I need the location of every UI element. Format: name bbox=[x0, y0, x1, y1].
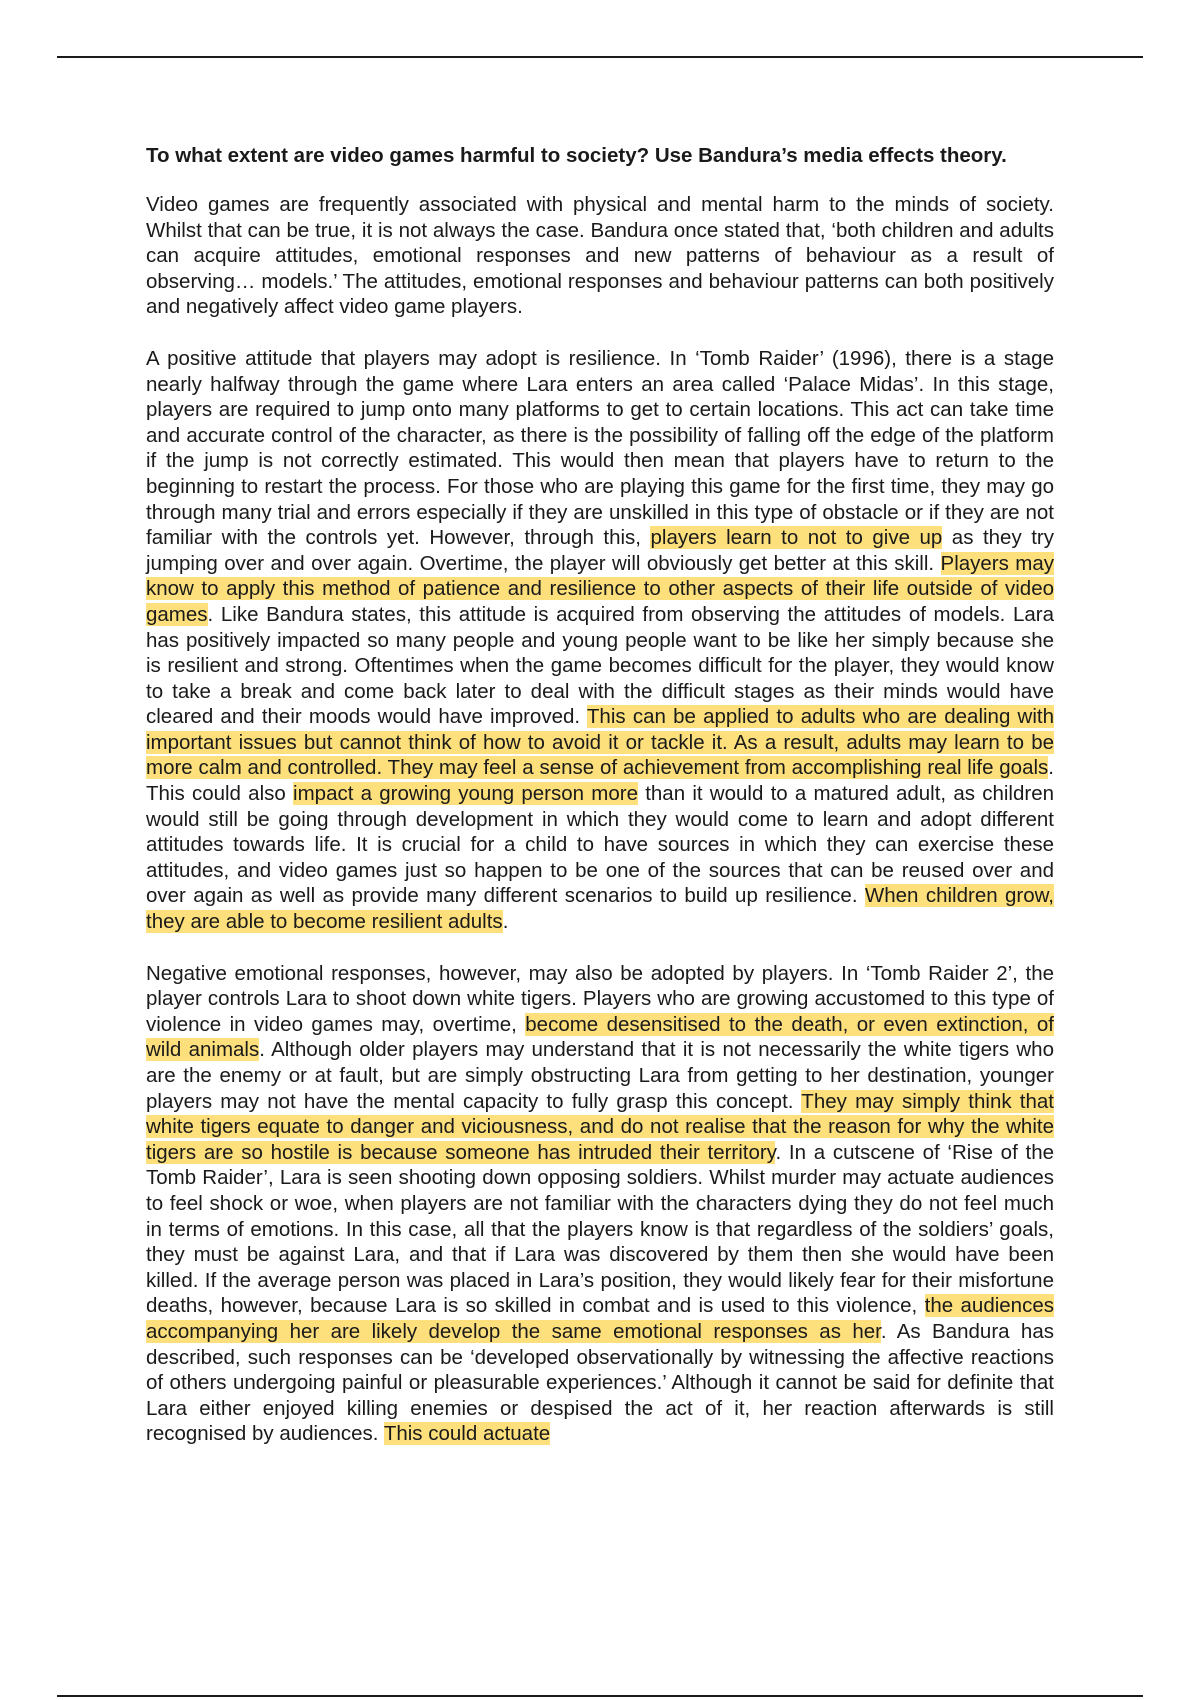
document-body bbox=[146, 143, 1054, 1473]
highlighted-text: impact a growing young person more bbox=[293, 782, 638, 806]
paragraph-text: A positive attitude that players may adopt is resilience. In ‘Tomb Raider’ (1996), there is a stage nearly halfway through the game where Lara enters an area called ‘Palace Midas’. In this stage, players are required to jump onto many platforms to get to certain locations. This act can take time and accurate control of the character, as there is the possibility of falling off the edge of the platform if the jump is not correctly estimated. This would then mean that players have to return to the beginning to restart the process. For those who are playing this game for the first time, they may go through many trial and errors especially if they are unskilled in this type of obstacle or if they are not familiar with the controls yet. However, through this, bbox=[146, 346, 1054, 550]
top-rule bbox=[57, 56, 1143, 58]
paragraph-text: than it would to a matured adult, as children would still be going through development in which they would come to learn and adopt different attitudes towards life. It is crucial for a child to have sources in which they can exercise these attitudes, and video games just so happen to be one of the sources that can be reused over and over again as well as provide many different scenarios to build up resilience. bbox=[146, 782, 1054, 908]
paragraph-text: Negative emotional responses, however, may also be adopted by players. In ‘Tomb Raider 2’, the player controls Lara to shoot down white tigers. Players who are growing accustomed to this type of violence in video games may, overtime, bbox=[146, 961, 1054, 1036]
highlighted-text: This can be applied to adults who are dealing with important issues but cannot think of how to avoid it or tackle it. As a result, adults may learn to be more calm and controlled. They may feel a sense of achievement from accomplishing real life goals bbox=[146, 705, 1055, 780]
paragraph-text: . Like Bandura states, this attitude is acquired from observing the attitudes of models. Lara has positively impacted so many people and young people want to be like her simply because she is resilient and strong. Oftentimes when the game becomes difficult for the player, they would know to take a break and come back later to deal with the difficult stages as their minds would have cleared and their moods would have improved. bbox=[146, 602, 1054, 729]
paragraph-text: as they try jumping over and over again. Overtime, the player will obviously get better at this skill. bbox=[146, 526, 1054, 575]
highlighted-text: They may simply think that white tigers equate to danger and viciousness, and do not realise that the reason for why the white tigers are so hostile is because someone has intruded their territory bbox=[146, 1089, 1054, 1164]
essay-paragraphs bbox=[146, 192, 1054, 1447]
paragraph-text: . This could also bbox=[146, 756, 1054, 806]
essay-title: To what extent are video games harmful to society? Use Bandura’s media effects theory. bbox=[146, 144, 1007, 167]
paragraph-text: Video games are frequently associated with physical and mental harm to the minds of society. Whilst that can be true, it is not always the case. Bandura once stated that, ‘both children and adults can acquire attitudes, emotional responses and new patterns of behaviour as a result of observing… models.’ The attitudes, emotional responses and behaviour patterns can both positively and negatively affect video game players. bbox=[146, 193, 1054, 319]
paragraph-negative-emotional-responses bbox=[146, 961, 1054, 1447]
paragraph-text: . bbox=[502, 910, 509, 934]
highlighted-text: become desensitised to the death, or even extinction, of wild animals bbox=[146, 1012, 1054, 1062]
highlighted-text: Players may know to apply this method of patience and resilience to other aspects of their life outside of video games bbox=[146, 551, 1055, 626]
highlighted-text: players learn to not to give up bbox=[650, 526, 943, 550]
paragraph-intro bbox=[146, 192, 1054, 320]
paragraph-positive-attitude bbox=[146, 346, 1054, 935]
highlighted-text: This could actuate bbox=[383, 1422, 551, 1446]
highlighted-text: the audiences accompanying her are likely develop the same emotional responses as her bbox=[146, 1294, 1054, 1343]
paragraph-text: . Although older players may understand that it is not necessarily the white tigers who are the enemy or at fault, but are simply obstructing Lara from getting to her destination, younger players may not have the mental capacity to fully grasp this concept. bbox=[146, 1038, 1054, 1113]
paragraph-text: . As Bandura has described, such responses can be ‘developed observationally by witnessing the affective reactions of others undergoing painful or pleasurable experiences.’ Although it cannot be said for definite that Lara either enjoyed killing enemies or despised the act of it, her reaction afterwards is still recognised by audiences. bbox=[146, 1319, 1054, 1446]
paragraph-text: . In a cutscene of ‘Rise of the Tomb Raider’, Lara is seen shooting down opposing soldiers. Whilst murder may actuate audiences to feel shock or woe, when players are not familiar with the characters dying they do not feel much in terms of emotions. In this case, all that the players know is that regardless of the soldiers’ goals, they must be against Lara, and that if Lara was discovered by them then she would have been killed. If the average person was placed in Lara’s position, they would likely fear for their misfortune deaths, however, because Lara is so skilled in combat and is used to this violence, bbox=[146, 1140, 1054, 1318]
highlighted-text: When children grow, they are able to become resilient adults bbox=[146, 884, 1055, 934]
bottom-rule bbox=[57, 1695, 1143, 1697]
